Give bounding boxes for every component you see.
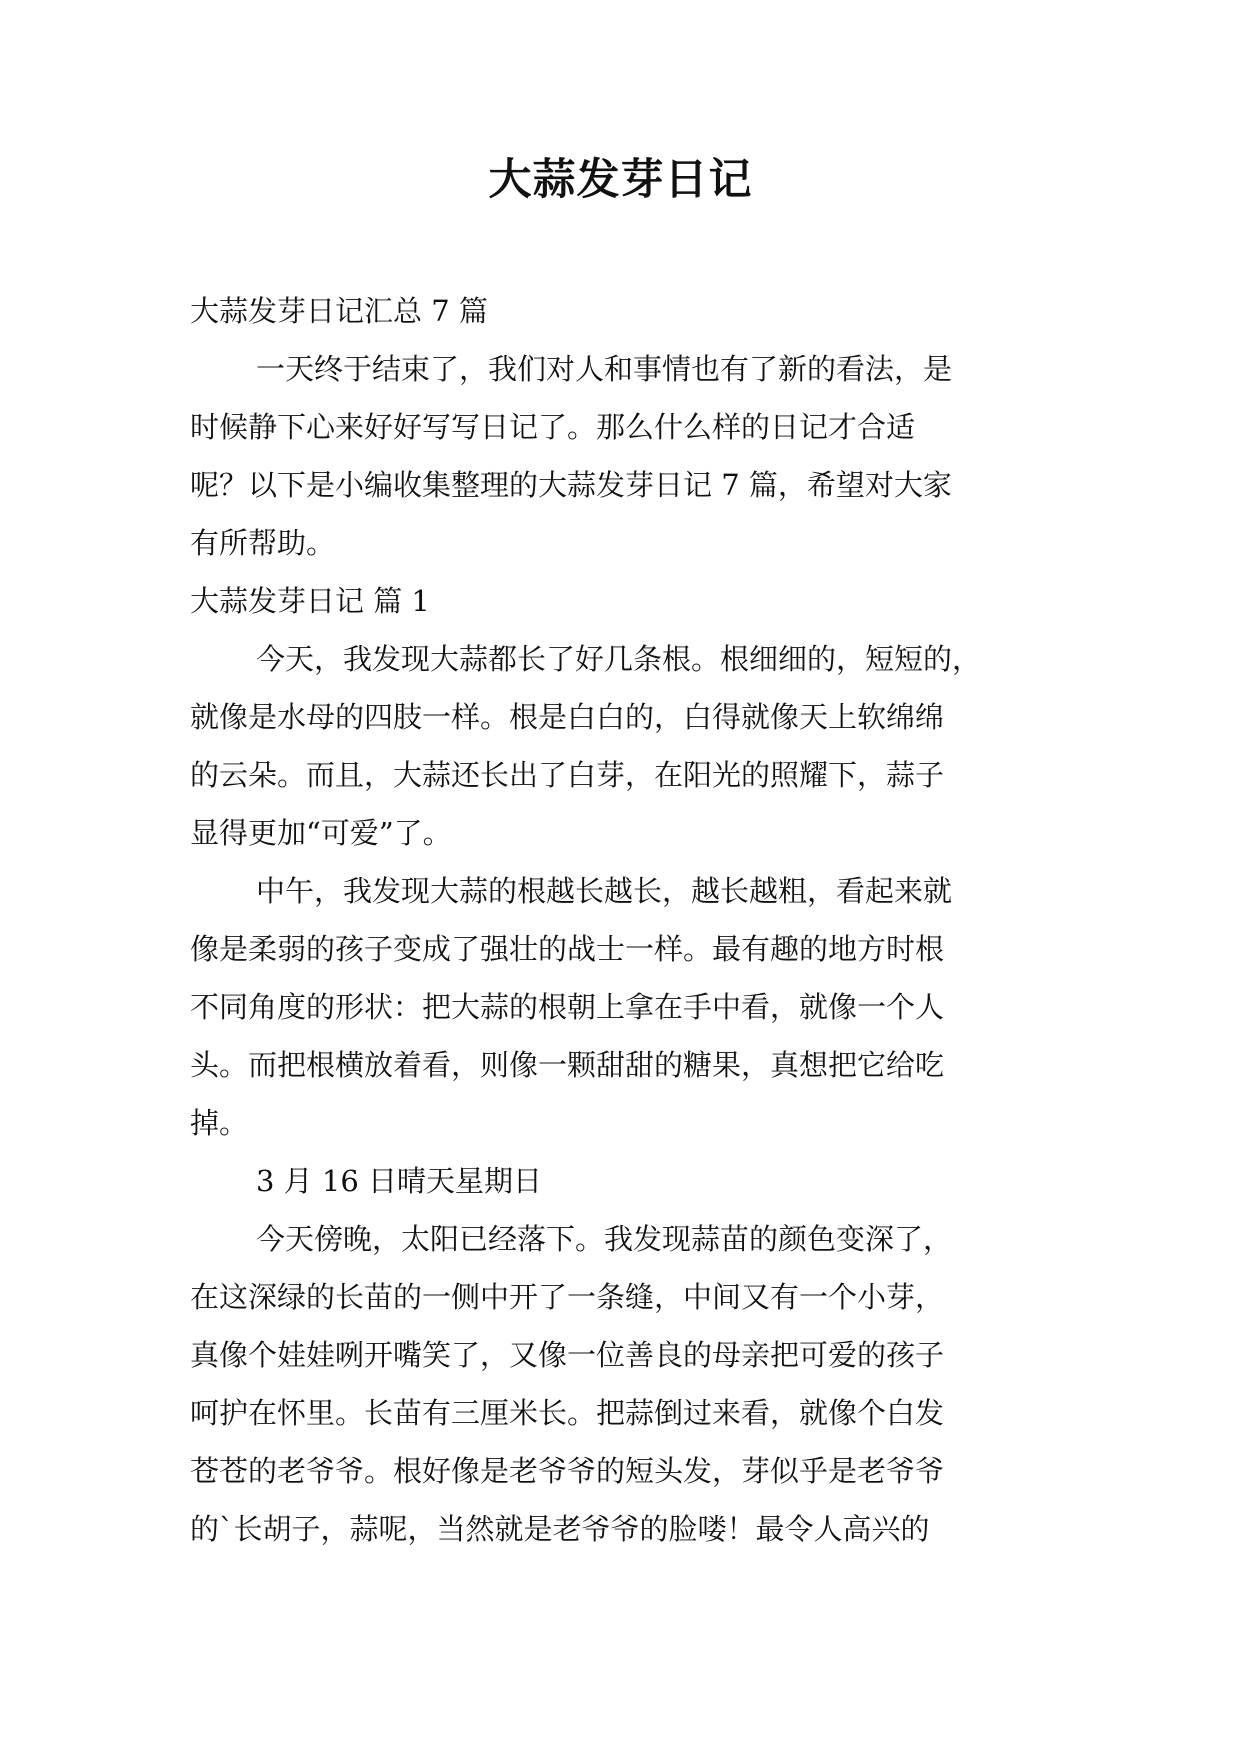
document-body (190, 282, 1050, 1558)
paragraph-line: 真像个娃娃咧开嘴笑了，又像一位善良的母亲把可爱的孩子 (190, 1338, 945, 1372)
section-heading: 大蒜发芽日记 篇 1 (190, 584, 430, 618)
paragraph-line: 一天终于结束了，我们对人和事情也有了新的看法，是 (256, 352, 953, 386)
paragraph-line: 头。而把根横放着看，则像一颗甜甜的糖果，真想把它给吃 (190, 1048, 945, 1082)
paragraph-line: 不同角度的形状：把大蒜的根朝上拿在手中看，就像一个人 (190, 990, 945, 1024)
paragraph-line: 呢？以下是小编收集整理的大蒜发芽日记 7 篇，希望对大家 (190, 468, 952, 502)
paragraph-line: 在这深绿的长苗的一侧中开了一条缝，中间又有一个小芽， (190, 1280, 945, 1314)
paragraph-line: 呵护在怀里。长苗有三厘米长。把蒜倒过来看，就像个白发 (190, 1396, 945, 1430)
paragraph-line: 苍苍的老爷爷。根好像是老爷爷的短头发，芽似乎是老爷爷 (190, 1454, 945, 1488)
paragraph-line: 的云朵。而且，大蒜还长出了白芽，在阳光的照耀下，蒜子 (190, 758, 945, 792)
paragraph-line: 掉。 (190, 1106, 249, 1140)
paragraph-line: 中午，我发现大蒜的根越长越长，越长越粗，看起来就 (256, 874, 953, 908)
paragraph-line: 的`长胡子，蒜呢，当然就是老爷爷的脸喽！最令人高兴的 (190, 1512, 930, 1546)
paragraph-line: 今天，我发现大蒜都长了好几条根。根细细的，短短的， (256, 642, 982, 676)
paragraph-line: 显得更加“可爱”了。 (190, 816, 452, 850)
paragraph-line: 今天傍晚，太阳已经落下。我发现蒜苗的颜色变深了， (256, 1222, 953, 1256)
paragraph-line: 像是柔弱的孩子变成了强壮的战士一样。最有趣的地方时根 (190, 932, 945, 966)
paragraph-line: 就像是水母的四肢一样。根是白白的，白得就像天上软绵绵 (190, 700, 945, 734)
paragraph-line: 时候静下心来好好写写日记了。那么什么样的日记才合适 (190, 410, 916, 444)
paragraph-line: 有所帮助。 (190, 526, 336, 560)
document-title: 大蒜发芽日记 (488, 155, 753, 205)
subtitle-line: 大蒜发芽日记汇总 7 篇 (190, 294, 488, 328)
date-line: 3 月 16 日晴天星期日 (256, 1164, 543, 1198)
